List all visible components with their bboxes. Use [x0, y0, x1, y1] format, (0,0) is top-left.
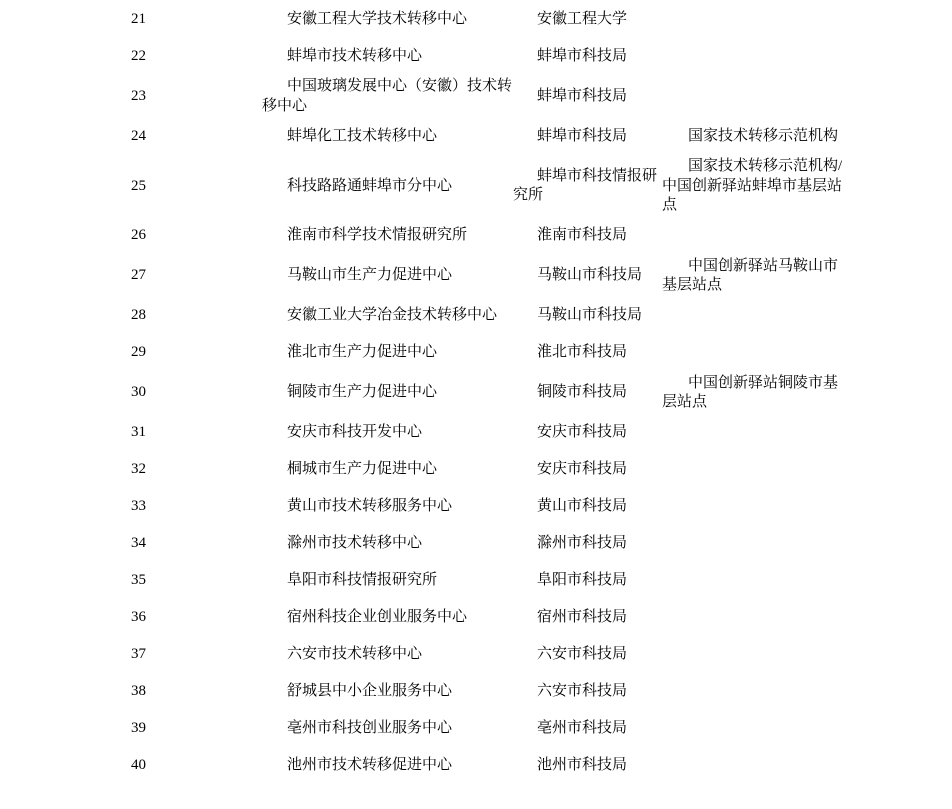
competent-org-cell: 马鞍山市科技局	[537, 267, 643, 284]
table-row	[0, 711, 952, 748]
remark-cell	[662, 95, 848, 99]
center-name-cell: 舒城县中小企业服务中心	[287, 683, 453, 700]
competent-org-cell: 滁州市科技局	[537, 535, 628, 552]
row-number-cell: 37	[131, 646, 146, 663]
table-row	[0, 637, 952, 674]
center-name-cell: 铜陵市生产力促进中心	[287, 384, 438, 401]
remark-cell	[662, 468, 848, 472]
center-name-cell: 滁州市技术转移中心	[287, 535, 423, 552]
competent-org-cell: 蚌埠市科技情报研究所	[513, 167, 658, 204]
row-number-cell: 23	[131, 87, 146, 104]
row-number-cell: 34	[131, 535, 146, 552]
row-number-cell: 27	[131, 267, 146, 284]
competent-org-cell: 六安市科技局	[537, 646, 628, 663]
competent-org-cell: 淮南市科技局	[537, 227, 628, 244]
table-row	[0, 563, 952, 600]
competent-org-cell: 六安市科技局	[537, 683, 628, 700]
remark-cell	[662, 579, 848, 583]
competent-org-cell: 安庆市科技局	[537, 461, 628, 478]
competent-org-cell: 马鞍山市科技局	[537, 307, 643, 324]
table-row	[0, 372, 952, 415]
row-number-cell: 26	[131, 227, 146, 244]
remark-cell	[662, 764, 848, 768]
remark-cell	[662, 431, 848, 435]
remark-cell: 国家技术转移示范机构	[688, 127, 839, 144]
row-number-cell: 32	[131, 461, 146, 478]
remark-cell	[662, 653, 848, 657]
row-number-cell: 39	[131, 720, 146, 737]
table-row	[0, 489, 952, 526]
competent-org-cell: 宿州市科技局	[537, 609, 628, 626]
competent-org-cell: 阜阳市科技局	[537, 572, 628, 589]
table-row	[0, 155, 952, 218]
table-row	[0, 335, 952, 372]
center-name-cell: 淮北市生产力促进中心	[287, 344, 438, 361]
remark-cell	[662, 727, 848, 731]
competent-org-cell: 亳州市科技局	[537, 720, 628, 737]
remark-cell	[662, 55, 848, 59]
center-name-cell: 安徽工业大学冶金技术转移中心	[287, 307, 498, 324]
center-name-cell: 宿州科技企业创业服务中心	[287, 609, 468, 626]
center-name-cell: 黄山市技术转移服务中心	[287, 498, 453, 515]
row-number-cell: 30	[131, 384, 146, 401]
row-number-cell: 31	[131, 424, 146, 441]
table-row	[0, 452, 952, 489]
table-row	[0, 415, 952, 452]
remark-cell	[662, 505, 848, 509]
remark-cell	[662, 351, 848, 355]
center-name-cell: 马鞍山市生产力促进中心	[287, 267, 453, 284]
row-number-cell: 40	[131, 757, 146, 774]
competent-org-cell: 铜陵市科技局	[537, 384, 628, 401]
table-row	[0, 674, 952, 711]
table-row	[0, 526, 952, 563]
row-number-cell: 28	[131, 307, 146, 324]
remark-cell	[662, 616, 848, 620]
competent-org-cell: 淮北市科技局	[537, 344, 628, 361]
remark-cell: 中国创新驿站铜陵市基层站点	[662, 374, 839, 410]
competent-org-cell: 蚌埠市科技局	[537, 127, 628, 144]
center-name-cell: 池州市技术转移促进中心	[287, 757, 453, 774]
competent-org-cell: 安庆市科技局	[537, 424, 628, 441]
row-number-cell: 33	[131, 498, 146, 515]
table-row	[0, 38, 952, 75]
table-row	[0, 748, 952, 785]
competent-org-cell: 蚌埠市科技局	[537, 47, 628, 64]
row-number-cell: 29	[131, 344, 146, 361]
center-name-cell: 科技路路通蚌埠市分中心	[287, 177, 453, 194]
table-row	[0, 118, 952, 155]
remark-cell	[662, 690, 848, 694]
remark-cell	[662, 314, 848, 318]
center-name-cell: 中国玻璃发展中心（安徽）技术转移中心	[262, 78, 513, 114]
table-row	[0, 600, 952, 637]
competent-org-cell: 池州市科技局	[537, 757, 628, 774]
center-name-cell: 淮南市科学技术情报研究所	[287, 227, 468, 244]
competent-org-cell: 黄山市科技局	[537, 498, 628, 515]
row-number-cell: 25	[131, 177, 146, 194]
row-number-cell: 21	[131, 10, 146, 27]
row-number-cell: 36	[131, 609, 146, 626]
center-name-cell: 阜阳市科技情报研究所	[287, 572, 438, 589]
row-number-cell: 38	[131, 683, 146, 700]
table-row	[0, 1, 952, 38]
remark-cell	[662, 234, 848, 238]
competent-org-cell: 蚌埠市科技局	[537, 87, 628, 104]
remark-cell: 中国创新驿站马鞍山市基层站点	[662, 257, 839, 293]
remark-cell	[662, 542, 848, 546]
table-row	[0, 218, 952, 255]
row-number-cell: 22	[131, 47, 146, 64]
center-name-cell: 蚌埠化工技术转移中心	[287, 127, 438, 144]
center-name-cell: 六安市技术转移中心	[287, 646, 423, 663]
center-name-cell: 安庆市科技开发中心	[287, 424, 423, 441]
center-name-cell: 亳州市科技创业服务中心	[287, 720, 453, 737]
table-row	[0, 75, 952, 118]
row-number-cell: 24	[131, 127, 146, 144]
center-name-cell: 安徽工程大学技术转移中心	[287, 10, 468, 27]
remark-cell: 国家技术转移示范机构/中国创新驿站蚌埠市基层站点	[662, 158, 843, 213]
center-name-cell: 蚌埠市技术转移中心	[287, 47, 423, 64]
table-row	[0, 298, 952, 335]
table-row	[0, 255, 952, 298]
center-name-cell: 桐城市生产力促进中心	[287, 461, 438, 478]
row-number-cell: 35	[131, 572, 146, 589]
competent-org-cell: 安徽工程大学	[537, 10, 628, 27]
remark-cell	[662, 18, 848, 22]
